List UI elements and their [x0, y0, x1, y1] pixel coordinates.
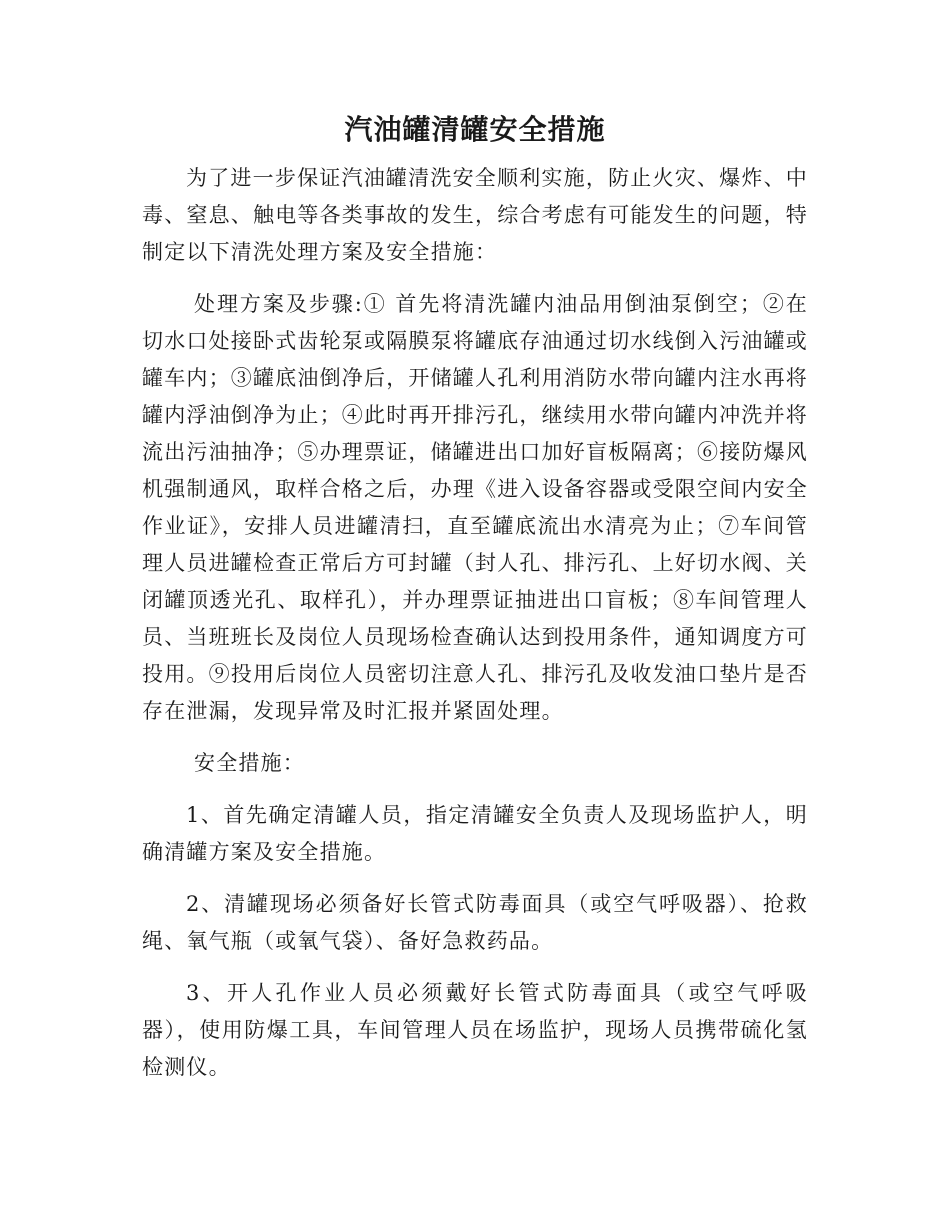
document-title: 汽油罐清罐安全措施	[344, 113, 606, 146]
procedure-paragraph: 处理方案及步骤:① 首先将清洗罐内油品用倒油泵倒空；②在切水口处接卧式齿轮泵或隔膜泵将罐底存油通过切水线倒入污油罐或罐车内；③罐底油倒净后，开储罐人孔利用消防水带向罐内注水再将罐内浮油倒净为止；④此时再开排污孔，继续用水带向罐内冲洗并将流出污油抽净；⑤办理票证，储罐进出口加好盲板隔离；⑥接防爆风机强制通风，取样合格之后，办理《进入设备容器或受限空间内安全作业证》，安排人员进罐清扫，直至罐底流出水清亮为止；⑦车间管理人员进罐检查正常后方可封罐（封人孔、排污孔、上好切水阀、关闭罐顶透光孔、取样孔），并办理票证抽进出口盲板；⑧车间管理人员、当班班长及岗位人员现场检查确认达到投用条件，通知调度方可投用。⑨投用后岗位人员密切注意人孔、排污孔及收发油口垫片是否存在泄漏，发现异常及时汇报并紧固处理。	[142, 292, 808, 723]
intro-paragraph: 为了进一步保证汽油罐清洗安全顺利实施，防止火灾、爆炸、中毒、窒息、触电等各类事故的发生，综合考虑有可能发生的问题，特制定以下清洗处理方案及安全措施：	[142, 166, 808, 264]
safety-measure-1: 1、首先确定清罐人员，指定清罐安全负责人及现场监护人，明确清罐方案及安全措施。	[142, 803, 808, 864]
document-page	[142, 110, 808, 1101]
safety-measure-3: 3、开人孔作业人员必须戴好长管式防毒面具（或空气呼吸器），使用防爆工具，车间管理人员在场监护，现场人员携带硫化氢检测仪。	[142, 981, 808, 1079]
safety-heading: 安全措施：	[194, 751, 305, 775]
safety-measure-2: 2、清罐现场必须备好长管式防毒面具（或空气呼吸器）、抢救绳、氧气瓶（或氧气袋）、备好急救药品。	[142, 892, 808, 953]
